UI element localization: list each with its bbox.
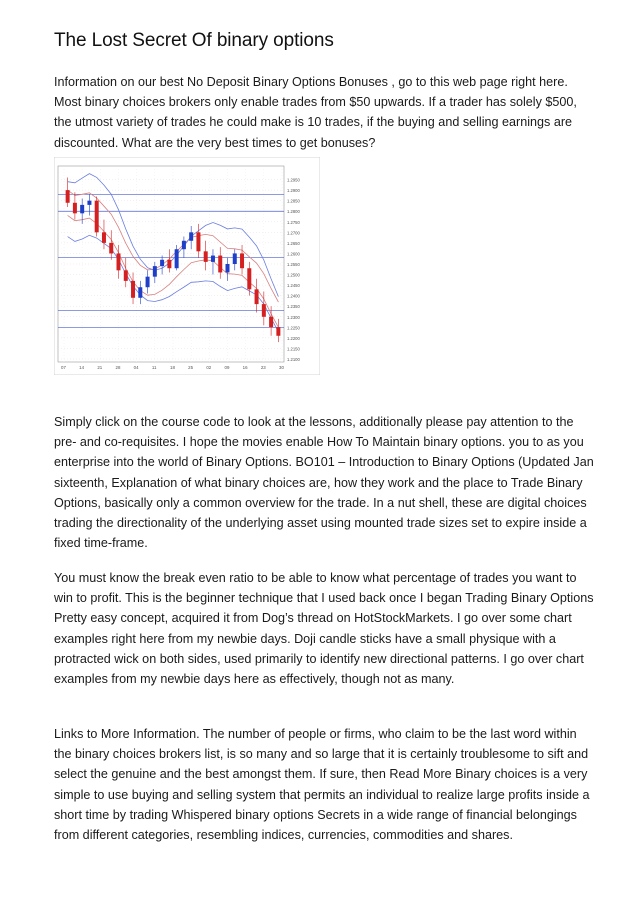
y-tick-label: 1.2250 xyxy=(287,325,300,331)
x-tick-label: 16 xyxy=(242,365,248,370)
x-tick-label: 30 xyxy=(279,365,284,370)
y-tick-label: 1.2500 xyxy=(287,272,300,278)
x-tick-label: 28 xyxy=(115,365,121,370)
candle-body xyxy=(117,253,121,270)
candle-body xyxy=(189,232,193,240)
paragraph-1: Information on our best No Deposit Binary Options Bonuses , go to this web page right here. Most binary choices brokers only enable trades from $50 upwards. If a trader has solely $500, the utmost variety of trades he could make is 10 trades, if the buying and selling earnings are discounted. What are the very best times to get bonuses? xyxy=(54,75,577,150)
y-tick-label: 1.2700 xyxy=(287,230,300,236)
y-tick-label: 1.2950 xyxy=(287,177,300,183)
y-tick-label: 1.2800 xyxy=(287,209,300,215)
x-tick-label: 07 xyxy=(61,365,66,370)
y-tick-label: 1.2850 xyxy=(287,198,300,204)
x-tick-label: 04 xyxy=(133,365,139,370)
candle-body xyxy=(247,268,251,289)
candle-body xyxy=(124,270,128,281)
paragraph-4: Links to More Information. The number of people or firms, who claim to be the last word within the binary choices brokers list, is so many and so large that it is certainly troublesome to sift and select the genuine and the best amongst them. If sure, then Read More Binary choices is a very simple to use buying and selling system that permits an individual to realize large profits inside a short time by trading Whispered binary options Secrets in a wide range of financial belongings from different categories, resembling indices, currencies, commodities and shares. xyxy=(54,727,590,843)
candle-body xyxy=(211,256,215,262)
y-tick-label: 1.2450 xyxy=(287,283,300,289)
y-tick-label: 1.2550 xyxy=(287,262,300,267)
candle-body xyxy=(167,260,171,268)
y-tick-label: 1.2300 xyxy=(287,314,300,320)
y-tick-label: 1.2100 xyxy=(287,357,300,362)
candle-body xyxy=(182,241,186,249)
candle-body xyxy=(196,232,200,251)
candle-body xyxy=(109,243,113,254)
x-tick-label: 09 xyxy=(224,365,230,370)
page-title: The Lost Secret Of binary options xyxy=(54,30,334,51)
candle-body xyxy=(102,232,106,243)
paragraph-2: Simply click on the course code to look at the lessons, additionally please pay attention to the pre- and co-requisites. I hope the movies enable How To Maintain binary options. you to as you enterprise into the world of Binary Options. BO101 – Introduction to Binary Options (Updated Jan sixteenth, Explanation of what binary choices are, how they work and the place to Trade Binary Options, basically only a common overview for the trade. In a nut shell, these are digital choices trading the directionality of the underlying asset using mounted trade sizes set to expire inside a fixed time-frame. xyxy=(54,415,594,551)
y-tick-label: 1.2600 xyxy=(287,251,300,257)
candle-body xyxy=(240,253,244,268)
candle-body xyxy=(160,260,164,266)
candle-body xyxy=(87,201,91,205)
x-tick-label: 23 xyxy=(260,365,266,370)
y-tick-label: 1.2400 xyxy=(287,293,300,299)
x-tick-label: 25 xyxy=(188,365,194,370)
candle-body xyxy=(73,203,77,214)
candle-body xyxy=(80,205,84,213)
candle-body xyxy=(262,304,266,317)
y-tick-label: 1.2150 xyxy=(287,346,300,352)
candle-body xyxy=(269,317,273,328)
candle-body xyxy=(233,253,237,264)
y-tick-label: 1.2750 xyxy=(287,219,300,225)
candle-body xyxy=(95,201,99,233)
candle-body xyxy=(66,190,70,203)
x-tick-label: 18 xyxy=(170,365,175,370)
candle-body xyxy=(255,289,259,304)
x-tick-label: 21 xyxy=(97,365,103,370)
x-tick-label: 11 xyxy=(151,365,157,370)
candle-body xyxy=(175,249,179,268)
y-tick-label: 1.2350 xyxy=(287,304,300,310)
candle-body xyxy=(131,281,135,298)
y-tick-label: 1.2650 xyxy=(287,240,300,246)
candle-body xyxy=(146,277,150,288)
forex-chart xyxy=(54,157,320,375)
chart-svg xyxy=(54,157,320,375)
candle-body xyxy=(218,256,222,273)
y-tick-label: 1.2200 xyxy=(287,335,300,341)
paragraph-3: You must know the break even ratio to be able to know what percentage of trades you want to win to profit. This is the beginner technique that I used back once I began Trading Binary Options Pretty easy concept, acquired it from Dog’s thread on HotStockMarkets. I go over some chart examples right here from my newbie days. Doji candle sticks have a small physique with a protracted wick on both sides, used primarily to identify new directional patterns. I go over chart examples from my newbie days here as effectively, though not as many. xyxy=(54,571,594,687)
y-tick-label: 1.2900 xyxy=(287,188,300,194)
candle-body xyxy=(138,287,142,298)
candle-body xyxy=(153,266,157,277)
x-tick-label: 02 xyxy=(206,365,212,370)
candle-body xyxy=(226,264,230,272)
candle-body xyxy=(276,327,280,335)
candle-body xyxy=(204,251,208,262)
x-tick-label: 14 xyxy=(79,365,85,370)
